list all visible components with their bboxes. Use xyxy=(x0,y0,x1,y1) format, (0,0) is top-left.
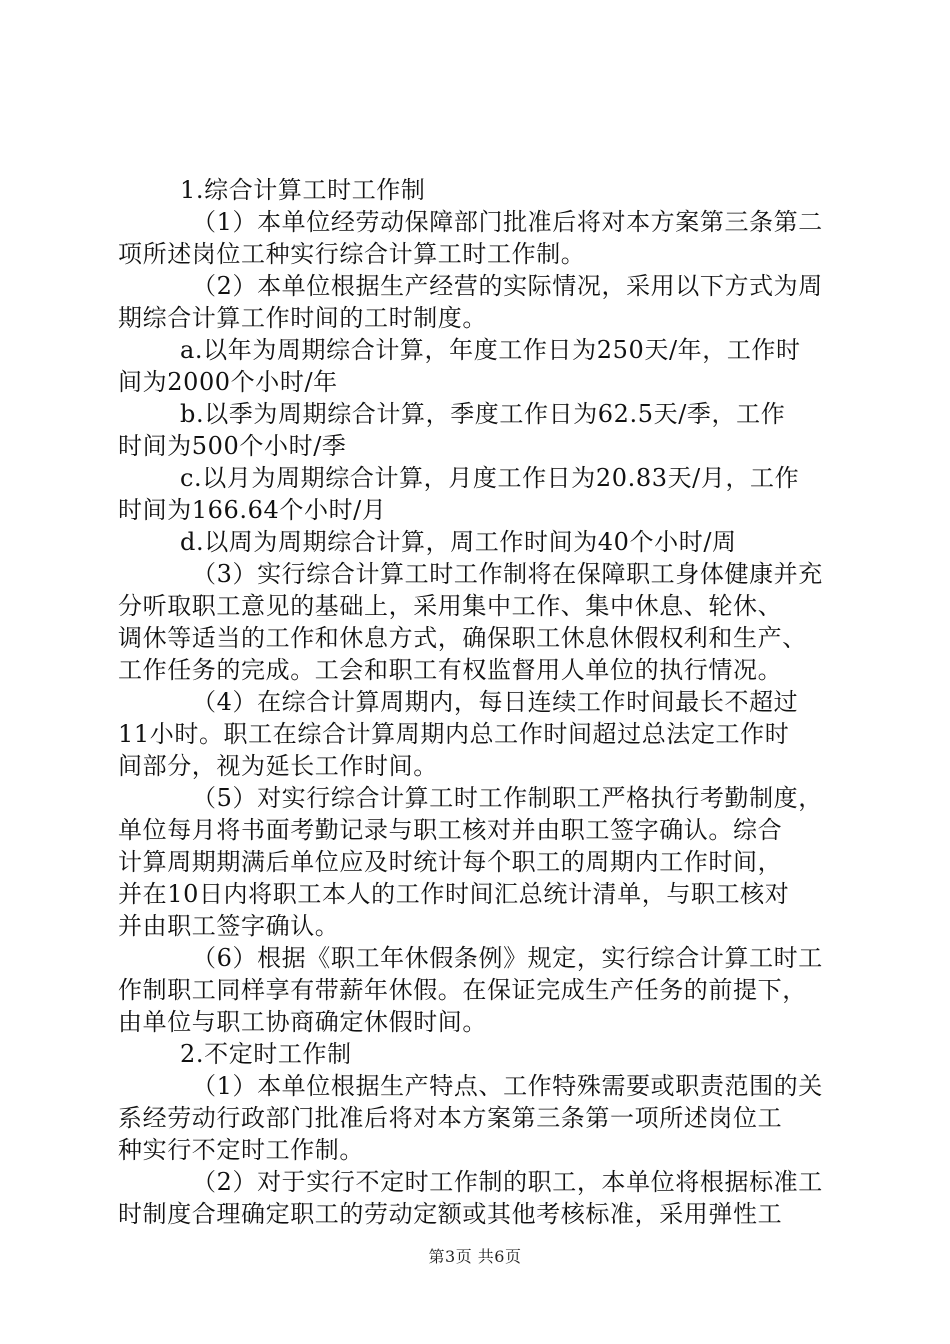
paragraph-line: （5）对实行综合计算工时工作制职工严格执行考勤制度， xyxy=(192,784,823,812)
paragraph-line: （4）在综合计算周期内，每日连续工作时间最长不超过 xyxy=(192,688,799,716)
paragraph xyxy=(118,462,838,526)
paragraph xyxy=(118,558,838,686)
paragraph-line: 并由职工签字确认。 xyxy=(118,912,340,940)
paragraph-line: a.以年为周期综合计算，年度工作日为250天/年，工作时 xyxy=(180,336,801,364)
paragraph-line: 作制职工同样享有带薪年休假。在保证完成生产任务的前提下， xyxy=(118,976,807,1004)
paragraph-line: 分听取职工意见的基础上，采用集中工作、集中休息、轮休、 xyxy=(118,592,783,620)
paragraph-line: （1）本单位根据生产特点、工作特殊需要或职责范围的关 xyxy=(192,1072,823,1100)
paragraph xyxy=(118,174,838,206)
paragraph xyxy=(118,782,838,942)
paragraph-line: 1.综合计算工时工作制 xyxy=(180,176,426,204)
paragraph-line: 计算周期期满后单位应及时统计每个职工的周期内工作时间， xyxy=(118,848,783,876)
paragraph-line: d.以周为周期综合计算，周工作时间为40个小时/周 xyxy=(180,528,737,556)
paragraph-line: 11小时。职工在综合计算周期内总工作时间超过总法定工作时 xyxy=(118,720,790,748)
paragraph-line: 2.不定时工作制 xyxy=(180,1040,352,1068)
page-footer: 第3页 共6页 xyxy=(428,1247,522,1266)
paragraph xyxy=(118,206,838,270)
paragraph-line: 种实行不定时工作制。 xyxy=(118,1136,364,1164)
paragraph-line: 间为2000个小时/年 xyxy=(118,368,338,396)
paragraph-line: b.以季为周期综合计算，季度工作日为62.5天/季，工作 xyxy=(180,400,786,428)
paragraph xyxy=(118,1070,838,1166)
paragraph xyxy=(118,270,838,334)
paragraph xyxy=(118,398,838,462)
paragraph-line: （6）根据《职工年休假条例》规定，实行综合计算工时工 xyxy=(192,944,823,972)
paragraph xyxy=(118,526,838,558)
paragraph xyxy=(118,334,838,398)
paragraph-line: 工作任务的完成。工会和职工有权监督用人单位的执行情况。 xyxy=(118,656,783,684)
paragraph-line: （2）对于实行不定时工作制的职工，本单位将根据标准工 xyxy=(192,1168,823,1196)
paragraph xyxy=(118,1038,838,1070)
paragraph-line: （3）实行综合计算工时工作制将在保障职工身体健康并充 xyxy=(192,560,823,588)
paragraph xyxy=(118,1166,838,1230)
paragraph-line: 调休等适当的工作和休息方式，确保职工休息休假权利和生产、 xyxy=(118,624,807,652)
paragraph-line: 由单位与职工协商确定休假时间。 xyxy=(118,1008,487,1036)
paragraph xyxy=(118,942,838,1038)
paragraph-line: c.以月为周期综合计算，月度工作日为20.83天/月，工作 xyxy=(180,464,800,492)
paragraph-line: 时间为500个小时/季 xyxy=(118,432,347,460)
paragraph-line: （1）本单位经劳动保障部门批准后将对本方案第三条第二 xyxy=(192,208,823,236)
paragraph-line: 单位每月将书面考勤记录与职工核对并由职工签字确认。综合 xyxy=(118,816,783,844)
document-body xyxy=(118,174,838,1230)
paragraph-line: （2）本单位根据生产经营的实际情况，采用以下方式为周 xyxy=(192,272,823,300)
paragraph xyxy=(118,686,838,782)
paragraph-line: 系经劳动行政部门批准后将对本方案第三条第一项所述岗位工 xyxy=(118,1104,783,1132)
paragraph-line: 时制度合理确定职工的劳动定额或其他考核标准，采用弹性工 xyxy=(118,1200,783,1228)
paragraph-line: 项所述岗位工种实行综合计算工时工作制。 xyxy=(118,240,586,268)
paragraph-line: 并在10日内将职工本人的工作时间汇总统计清单，与职工核对 xyxy=(118,880,790,908)
paragraph-line: 期综合计算工作时间的工时制度。 xyxy=(118,304,487,332)
paragraph-line: 间部分，视为延长工作时间。 xyxy=(118,752,438,780)
paragraph-line: 时间为166.64个小时/月 xyxy=(118,496,387,524)
